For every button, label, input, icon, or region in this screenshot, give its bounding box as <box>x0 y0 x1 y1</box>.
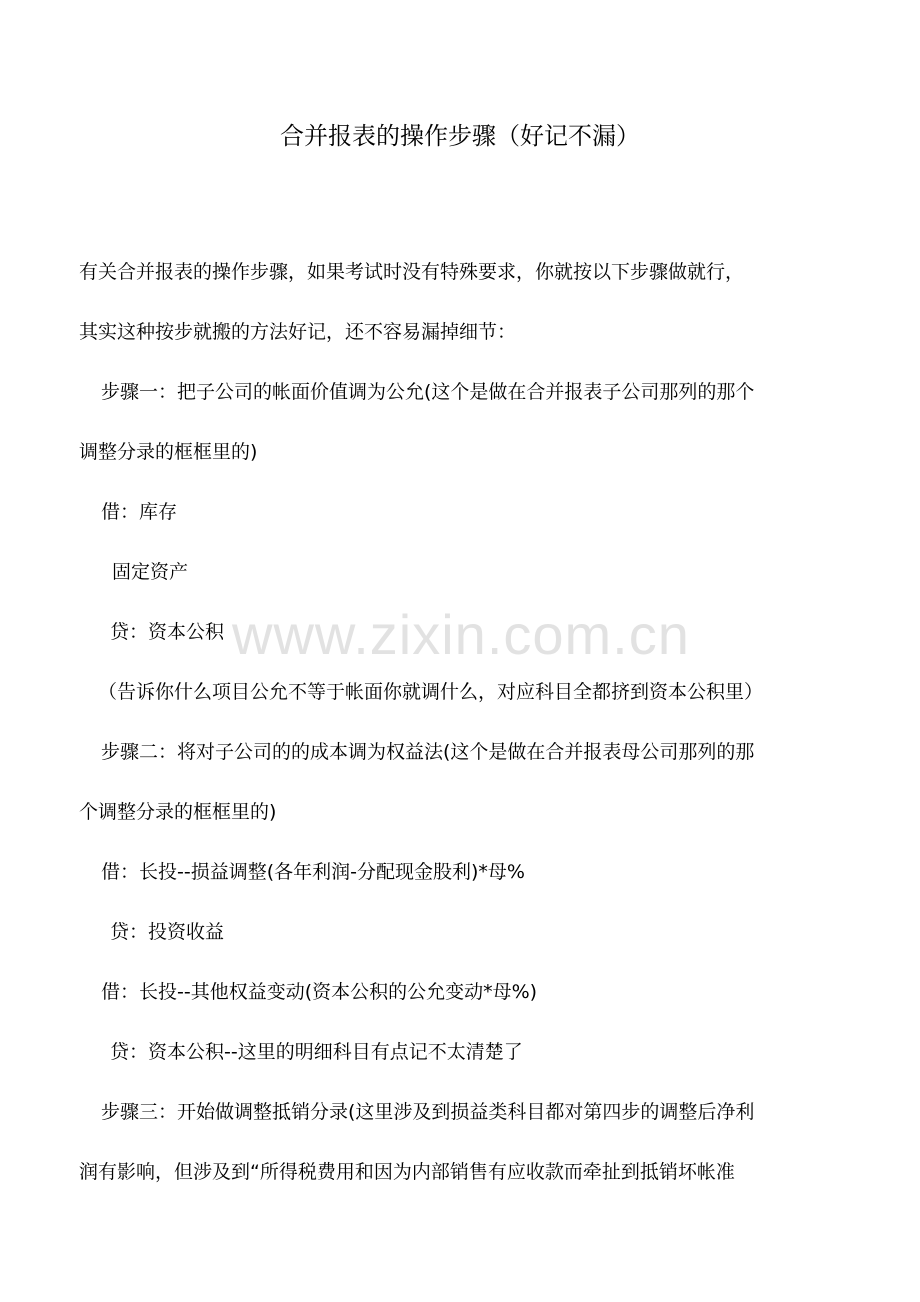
note-line: （告诉你什么项目公允不等于帐面你就调什么，对应科目全都挤到资本公积里） <box>98 681 764 703</box>
step-one-line: 调整分录的框框里的) <box>79 441 258 463</box>
step-one-line: 步骤一：把子公司的帐面价值调为公允(这个是做在合并报表子公司那列的那个 <box>101 381 755 403</box>
journal-entry-line: 固定资产 <box>112 561 189 583</box>
step-three-line: 步骤三：开始做调整抵销分录(这里涉及到损益类科目都对第四步的调整后净利 <box>101 1101 755 1123</box>
journal-entry-line: 借：库存 <box>101 501 178 523</box>
journal-entry-line: 借：长投--其他权益变动(资本公积的公允变动*母%) <box>101 981 538 1003</box>
step-two-line: 步骤二：将对子公司的的成本调为权益法(这个是做在合并报表母公司那列的那 <box>101 741 755 763</box>
step-two-line: 个调整分录的框框里的) <box>79 801 277 823</box>
journal-entry-line: 贷：资本公积 <box>110 621 225 643</box>
document-title: 合并报表的操作步骤（好记不漏） <box>280 122 640 150</box>
step-three-line: 润有影响，但涉及到“所得税费用和因为内部销售有应收款而牵扯到抵销坏帐准 <box>79 1161 735 1183</box>
paragraph-line: 有关合并报表的操作步骤，如果考试时没有特殊要求，你就按以下步骤做就行， <box>79 261 745 283</box>
journal-entry-line: 贷：投资收益 <box>110 921 225 943</box>
watermark: www.zixin.com.cn <box>232 603 690 666</box>
paragraph-line: 其实这种按步就搬的方法好记，还不容易漏掉细节： <box>79 321 517 343</box>
journal-entry-line: 借：长投--损益调整(各年利润-分配现金股利)*母% <box>101 861 525 883</box>
journal-entry-line: 贷：资本公积--这里的明细科目有点记不太清楚了 <box>110 1041 523 1063</box>
